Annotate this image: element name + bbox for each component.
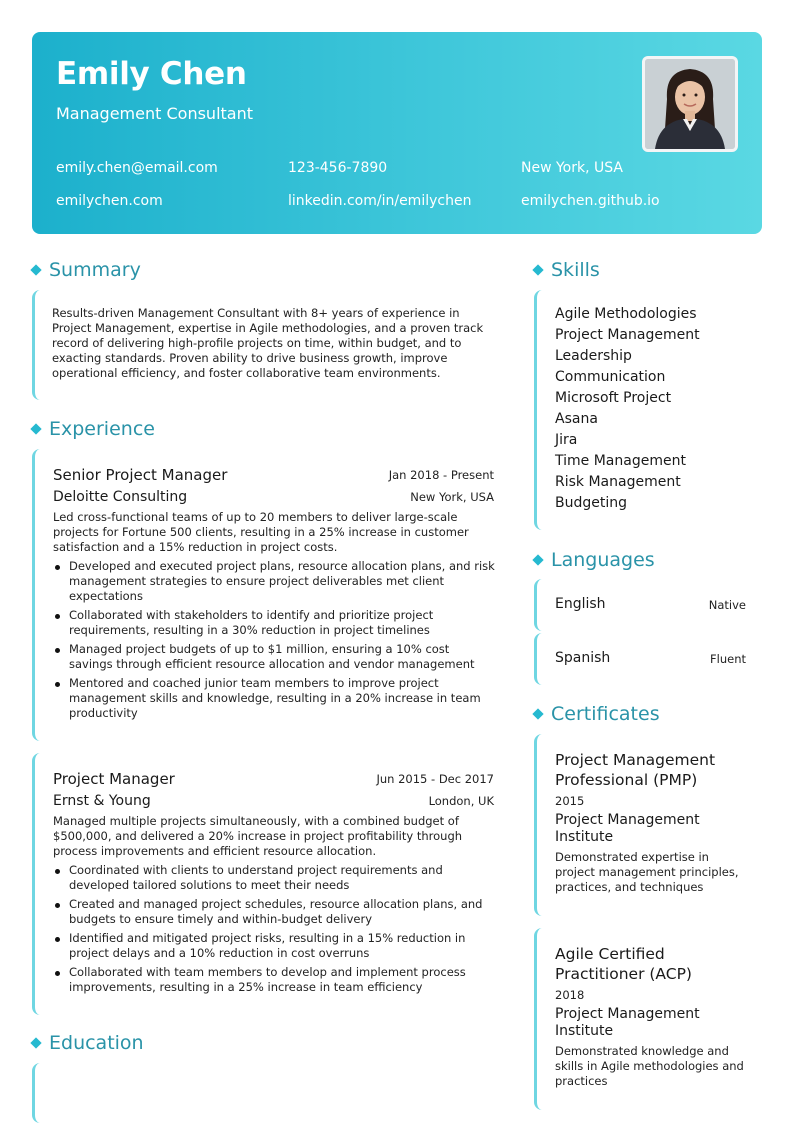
skill-item: Microsoft Project <box>555 390 672 406</box>
job-bullet: Mentored and coached junior team members to improve project management skills and knowledge, resulting in a 20% increase in team productivity <box>53 676 495 721</box>
contact-linkedin[interactable]: linkedin.com/in/emilychen <box>288 193 472 209</box>
skill-item: Agile Methodologies <box>555 306 697 322</box>
diamond-bullet-icon <box>30 1037 41 1048</box>
language-level: Native <box>708 598 746 612</box>
certificate-year: 2018 <box>555 988 585 1002</box>
section-title-skills-text: Skills <box>551 259 600 281</box>
job-location: London, UK <box>428 794 494 808</box>
contact-email[interactable]: emily.chen@email.com <box>56 160 218 176</box>
job-bullet: Collaborated with stakeholders to identify and prioritize project requirements, resulting in a 30% reduction in project timelines <box>53 608 495 638</box>
contact-phone[interactable]: 123-456-7890 <box>288 160 388 176</box>
experience-item <box>32 753 494 1015</box>
skill-item: Leadership <box>555 348 632 364</box>
diamond-bullet-icon <box>30 423 41 434</box>
contact-location: New York, USA <box>521 160 623 176</box>
job-title: Project Manager <box>53 770 175 788</box>
skill-item: Jira <box>555 432 578 448</box>
skill-item: Budgeting <box>555 495 628 511</box>
section-title-languages <box>532 549 655 571</box>
skill-item: Communication <box>555 369 666 385</box>
certificate-content <box>555 944 749 1089</box>
language-level: Fluent <box>710 652 746 666</box>
job-bullet: Developed and executed project plans, resource allocation plans, and risk management strategies to ensure project deliverables met client expectations <box>53 559 495 604</box>
job-dates: Jun 2015 - Dec 2017 <box>376 772 494 786</box>
job-company: Ernst & Young <box>53 793 151 809</box>
job-bullets <box>53 559 495 725</box>
job-bullet: Identified and mitigated project risks, resulting in a 15% reduction in project delays and a 10% reduction in cost overruns <box>53 931 495 961</box>
resume-header <box>32 32 762 234</box>
summary-text: Results-driven Management Consultant with 8+ years of experience in Project Management, expertise in Agile methodologies, and a proven track record of delivering high-profile projects on time, within budget, and to exacting standards. Proven ability to drive business growth, improve operational efficiency, and foster collaborative team environments. <box>52 306 484 380</box>
certificate-item <box>534 734 746 916</box>
section-title-skills <box>532 259 600 281</box>
job-bullet: Created and managed project schedules, resource allocation plans, and budgets to ensure timely and within-budget delivery <box>53 897 495 927</box>
skill-item: Risk Management <box>555 474 681 490</box>
certificate-content <box>555 750 749 895</box>
job-location: New York, USA <box>410 490 494 504</box>
skill-item: Project Management <box>555 327 700 343</box>
certificate-org: Project Management Institute <box>555 812 700 845</box>
language-item <box>534 633 746 685</box>
language-name: Spanish <box>555 650 611 666</box>
candidate-role: Management Consultant <box>56 104 253 123</box>
job-dates: Jan 2018 - Present <box>388 468 494 482</box>
certificate-year: 2015 <box>555 794 585 808</box>
certificate-org: Project Management Institute <box>555 1006 700 1039</box>
section-title-certificates <box>532 703 660 725</box>
diamond-bullet-icon <box>532 554 543 565</box>
certificate-description: Demonstrated knowledge and skills in Agile methodologies and practices <box>555 1044 744 1088</box>
section-title-experience-text: Experience <box>49 418 155 440</box>
diamond-bullet-icon <box>532 708 543 719</box>
profile-photo <box>642 56 738 152</box>
language-item <box>534 579 746 631</box>
skills-card <box>534 290 746 530</box>
section-title-education-text: Education <box>49 1032 144 1054</box>
job-bullet: Collaborated with team members to develop and implement process improvements, resulting in a 25% increase in team efficiency <box>53 965 495 995</box>
job-title: Senior Project Manager <box>53 466 228 484</box>
diamond-bullet-icon <box>30 264 41 275</box>
certificate-title: Agile Certified Practitioner (ACP) <box>555 945 692 983</box>
section-title-summary <box>30 259 141 281</box>
contact-website[interactable]: emilychen.com <box>56 193 163 209</box>
profile-photo-image <box>645 59 735 149</box>
certificate-item <box>534 928 746 1110</box>
languages-list <box>534 579 746 689</box>
skill-item: Time Management <box>555 453 686 469</box>
certificate-title: Project Management Professional (PMP) <box>555 751 716 789</box>
job-description: Led cross-functional teams of up to 20 members to deliver large-scale projects for Fortune 500 clients, resulting in a 25% increase in customer satisfaction and a 15% reduction in project costs. <box>53 510 469 554</box>
job-description: Managed multiple projects simultaneously, with a combined budget of $500,000, and delivered a 20% increase in project profitability through process improvements and efficient resource allocation. <box>53 814 463 858</box>
diamond-bullet-icon <box>532 264 543 275</box>
contact-github[interactable]: emilychen.github.io <box>521 193 660 209</box>
candidate-name: Emily Chen <box>56 56 247 92</box>
education-card <box>32 1063 494 1123</box>
language-name: English <box>555 596 606 612</box>
experience-item <box>32 449 494 741</box>
skills-list <box>555 304 700 514</box>
skill-item: Asana <box>555 411 598 427</box>
certificate-description: Demonstrated expertise in project management principles, practices, and techniques <box>555 850 739 894</box>
section-title-experience <box>30 418 155 440</box>
summary-card <box>32 290 494 400</box>
job-bullet: Coordinated with clients to understand project requirements and developed tailored solutions to meet their needs <box>53 863 495 893</box>
job-bullet: Managed project budgets of up to $1 million, ensuring a 10% cost savings through efficient resource allocation and vendor management <box>53 642 495 672</box>
section-title-languages-text: Languages <box>551 549 655 571</box>
section-title-certificates-text: Certificates <box>551 703 660 725</box>
job-company: Deloitte Consulting <box>53 489 188 505</box>
section-title-summary-text: Summary <box>49 259 141 281</box>
section-title-education <box>30 1032 144 1054</box>
job-bullets <box>53 863 495 999</box>
